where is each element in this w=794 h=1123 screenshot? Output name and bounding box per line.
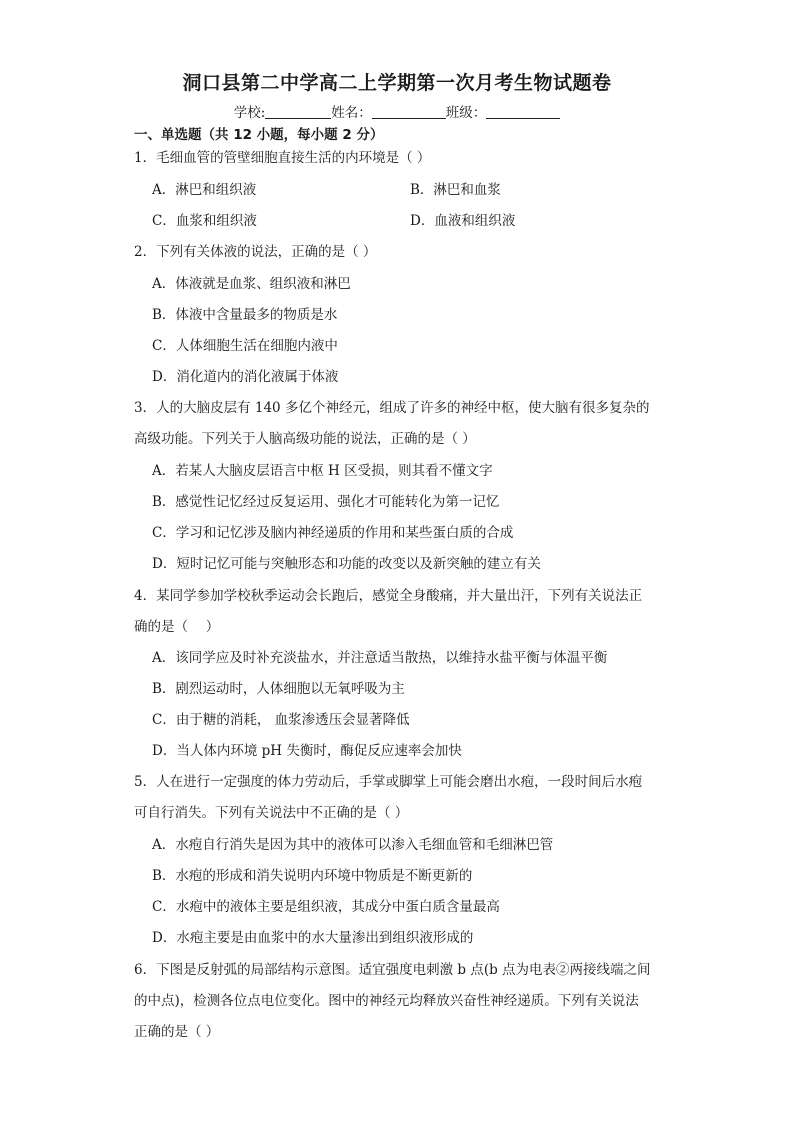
question-6-stem-line-1: 6．下图是反射弧的局部结构示意图。适宜强度电刺激 b 点(b 点为电表②两接线端之间 <box>134 962 651 978</box>
question-3-option-c[interactable]: C．学习和记忆涉及脑内神经递质的作用和某些蛋白质的合成 <box>152 525 514 541</box>
section-heading: 一、单选题（共 12 小题，每小题 2 分） <box>134 127 384 143</box>
question-4-stem-line-2: 确的是（ ） <box>134 619 220 635</box>
class-blank[interactable] <box>486 104 560 119</box>
student-info-line <box>0 101 794 121</box>
question-5-option-a[interactable]: A．水疱自行消失是因为其中的液体可以渗入毛细血管和毛细淋巴管 <box>152 837 554 853</box>
question-3-stem-line-1: 3．人的大脑皮层有 140 多亿个神经元，组成了许多的神经中枢，使大脑有很多复杂的 <box>134 400 650 416</box>
question-1-option-b[interactable]: B．淋巴和血浆 <box>410 182 501 198</box>
question-4-stem-line-1: 4．某同学参加学校秋季运动会长跑后，感觉全身酸痛，并大量出汗，下列有关说法正 <box>134 588 643 604</box>
question-1-option-c[interactable]: C．血浆和组织液 <box>152 213 257 229</box>
question-4-option-b[interactable]: B．剧烈运动时，人体细胞以无氧呼吸为主 <box>152 681 405 697</box>
question-1-option-a[interactable]: A．淋巴和组织液 <box>152 182 257 198</box>
question-5-option-b[interactable]: B．水疱的形成和消失说明内环境中物质是不断更新的 <box>152 868 473 884</box>
question-6-stem-line-2: 的中点)，检测各位点电位变化。图中的神经元均释放兴奋性神经递质。下列有关说法 <box>134 993 639 1009</box>
question-3-stem-line-2: 高级功能。下列关于人脑高级功能的说法，正确的是（ ） <box>134 431 476 447</box>
name-blank[interactable] <box>372 104 446 119</box>
question-3-option-a[interactable]: A．若某人大脑皮层语言中枢 H 区受损，则其看不懂文字 <box>152 463 493 479</box>
question-6-stem-line-3: 正确的是（ ） <box>134 1024 220 1040</box>
question-5-option-c[interactable]: C．水疱中的液体主要是组织液，其成分中蛋白质含量最高 <box>152 899 500 915</box>
question-5-stem-line-2: 可自行消失。下列有关说法中不正确的是（ ） <box>134 805 409 821</box>
school-blank[interactable] <box>265 104 331 119</box>
question-2-option-c[interactable]: C．人体细胞生活在细胞内液中 <box>152 338 338 354</box>
name-label: 姓名： <box>331 105 372 121</box>
question-1-stem: 1．毛细血管的管壁细胞直接生活的内环境是（ ） <box>134 150 431 166</box>
question-5-option-d[interactable]: D．水疱主要是由血浆中的水大量渗出到组织液形成的 <box>152 930 474 946</box>
question-2-option-b[interactable]: B．体液中含量最多的物质是水 <box>152 307 338 323</box>
exam-title: 洞口县第二中学高二上学期第一次月考生物试题卷 <box>182 72 612 94</box>
class-label: 班级： <box>445 105 487 121</box>
question-4-option-d[interactable]: D．当人体内环境 pH 失衡时，酶促反应速率会加快 <box>152 743 462 759</box>
question-2-option-a[interactable]: A．体液就是血浆、组织液和淋巴 <box>152 276 351 292</box>
question-1-option-d[interactable]: D．血液和组织液 <box>410 213 516 229</box>
question-2-option-d[interactable]: D．消化道内的消化液属于体液 <box>152 369 339 385</box>
school-label: 学校: <box>233 105 266 121</box>
question-5-stem-line-1: 5．人在进行一定强度的体力劳动后，手掌或脚掌上可能会磨出水疱，一段时间后水疱 <box>134 774 643 790</box>
question-4-option-c[interactable]: C．由于糖的消耗， 血浆渗透压会显著降低 <box>152 712 410 728</box>
question-4-option-a[interactable]: A．该同学应及时补充淡盐水，并注意适当散热，以维持水盐平衡与体温平衡 <box>152 650 608 666</box>
question-3-option-d[interactable]: D．短时记忆可能与突触形态和功能的改变以及新突触的建立有关 <box>152 556 541 572</box>
question-3-option-b[interactable]: B．感觉性记忆经过反复运用、强化才可能转化为第一记忆 <box>152 494 500 510</box>
question-2-stem: 2．下列有关体液的说法，正确的是（ ） <box>134 244 377 260</box>
